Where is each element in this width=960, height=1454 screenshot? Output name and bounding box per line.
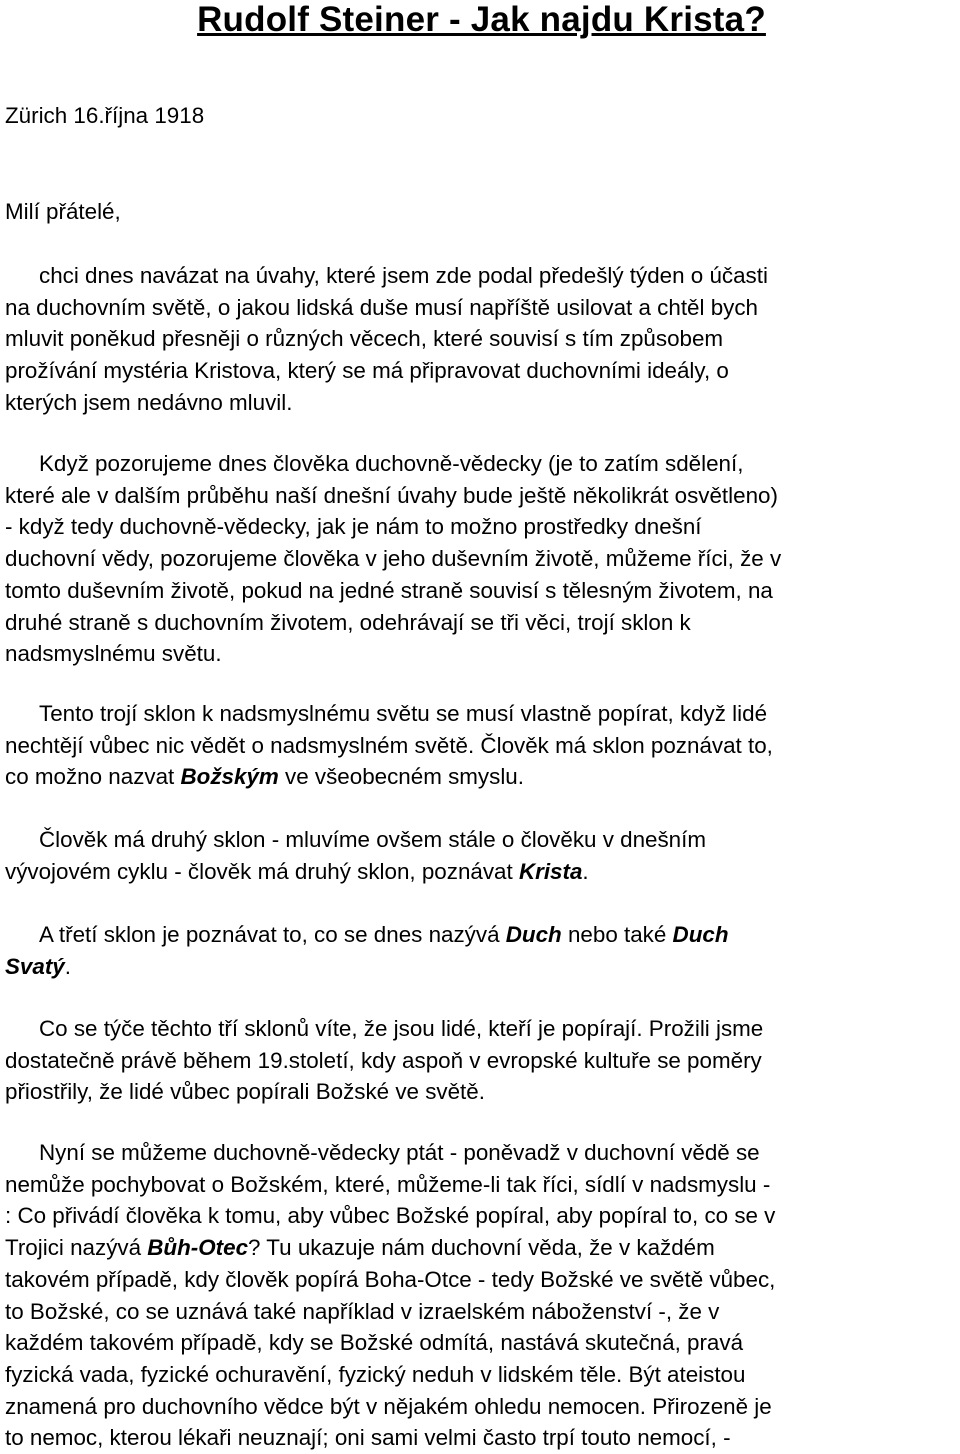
paragraph-line: na duchovním světě, o jakou lidská duše musí napříště usilovat a chtěl bych	[5, 294, 758, 320]
paragraph-line: nemůže pochybovat o Božském, které, můžeme-li tak říci, sídlí v nadsmyslu -	[5, 1171, 771, 1197]
paragraph-line: znamená pro duchovního vědce být v nějakém ohledu nemocen. Přirozeně je	[5, 1393, 772, 1419]
paragraph-line: přiostřily, že lidé vůbec popírali Božské ve světě.	[5, 1079, 485, 1105]
paragraph-7	[5, 1137, 775, 1454]
paragraph-line: - když tedy duchovně-vědecky, jak je nám to možno prostředky dnešní	[5, 514, 702, 540]
salutation-line: Milí přátelé,	[5, 199, 121, 224]
date-line: Zürich 16.října 1918	[5, 103, 205, 128]
paragraph-line: to nemoc, kterou lékaři neuznají; oni sami velmi často trpí touto nemocí, -	[5, 1425, 731, 1451]
paragraph-line: které ale v dalším průběhu naší dnešní úvahy bude ještě několikrát osvětleno)	[5, 482, 778, 508]
paragraph-line: : Co přivádí člověka k tomu, aby vůbec Božské popíral, aby popíral to, co se v	[5, 1203, 776, 1229]
paragraph-line: takovém případě, kdy člověk popírá Boha-Otce - tedy Božské ve světě vůbec,	[5, 1266, 776, 1292]
paragraph-line: fyzická vada, fyzické ochuravění, fyzický neduh v lidském těle. Být ateistou	[5, 1361, 746, 1387]
salutation	[5, 196, 121, 228]
text-run: A třetí sklon je poznávat to, co se dnes nazývá	[39, 922, 506, 947]
document-page	[5, 0, 958, 1451]
paragraph-line: tomto duševním životě, pokud na jedné straně souvisí s tělesným životem, na	[5, 577, 773, 603]
paragraph-line	[5, 1232, 775, 1264]
paragraph-line: Tento trojí sklon k nadsmyslnému světu se musí vlastně popírat, když lidé	[39, 701, 768, 726]
text-run: co možno nazvat	[5, 764, 181, 790]
paragraph-line: duchovní vědy, pozorujeme člověka v jeho duševním životě, můžeme říci, že v	[5, 546, 782, 572]
emphasis-term: Bůh-Otec	[147, 1235, 249, 1261]
emphasis-term: Božským	[180, 764, 279, 790]
paragraph-line: nechtějí vůbec nic vědět o nadsmyslném světě. Člověk má sklon poznávat to,	[5, 732, 773, 758]
paragraph-1	[5, 260, 768, 419]
paragraph-6	[5, 1013, 763, 1108]
paragraph-line: Co se týče těchto tří sklonů víte, že jsou lidé, kteří je popírají. Prožili jsme	[39, 1016, 764, 1041]
paragraph-line: Nyní se můžeme duchovně-vědecky ptát - poněvadž v duchovní vědě se	[39, 1140, 760, 1165]
paragraph-line	[5, 919, 729, 951]
document-title: Rudolf Steiner - Jak najdu Krista?	[197, 0, 766, 39]
paragraph-5	[5, 919, 729, 982]
text-run: .	[64, 953, 71, 979]
paragraph-line	[5, 951, 729, 983]
emphasis-term: Krista	[518, 858, 583, 884]
paragraph-line: kterých jsem nedávno mluvil.	[5, 389, 293, 415]
text-run: ? Tu ukazuje nám duchovní věda, že v každém	[248, 1235, 715, 1261]
emphasis-term: Duch	[672, 922, 729, 947]
paragraph-line: Člověk má druhý sklon - mluvíme ovšem stále o člověku v dnešním	[39, 827, 706, 852]
text-run: nebo také	[561, 922, 673, 947]
text-run: .	[582, 858, 589, 884]
paragraph-line: každém takovém případě, kdy se Božské odmítá, nastává skutečná, pravá	[5, 1330, 744, 1356]
paragraph-line: mluvit poněkud přesněji o různých věcech, které souvisí s tím způsobem	[5, 326, 724, 352]
paragraph-4	[5, 824, 706, 887]
paragraph-line: dostatečně právě během 19.století, kdy aspoň v evropské kultuře se poměry	[5, 1047, 762, 1073]
text-run: vývojovém cyklu - člověk má druhý sklon, poznávat	[5, 858, 519, 884]
text-run: Trojici nazývá	[5, 1235, 148, 1261]
emphasis-term: Svatý	[5, 953, 65, 979]
paragraph-3	[5, 698, 773, 793]
lecture-date	[5, 100, 204, 132]
paragraph-line: nadsmyslnému světu.	[5, 641, 222, 667]
paragraph-line: druhé straně s duchovním životem, odehrávají se tři věci, trojí sklon k	[5, 609, 691, 635]
paragraph-line	[5, 761, 773, 793]
paragraph-line: to Božské, co se uznává také například v izraelském náboženství -, že v	[5, 1298, 720, 1324]
paragraph-2	[5, 448, 781, 670]
emphasis-term: Duch	[505, 922, 562, 947]
paragraph-line: Když pozorujeme dnes člověka duchovně-vědecky (je to zatím sdělení,	[39, 451, 744, 476]
paragraph-line: prožívání mystéria Kristova, který se má připravovat duchovními ideály, o	[5, 358, 729, 384]
text-run: ve všeobecném smyslu.	[278, 764, 524, 790]
paragraph-line: chci dnes navázat na úvahy, které jsem zde podal předešlý týden o účasti	[39, 263, 768, 288]
paragraph-line	[5, 856, 706, 888]
